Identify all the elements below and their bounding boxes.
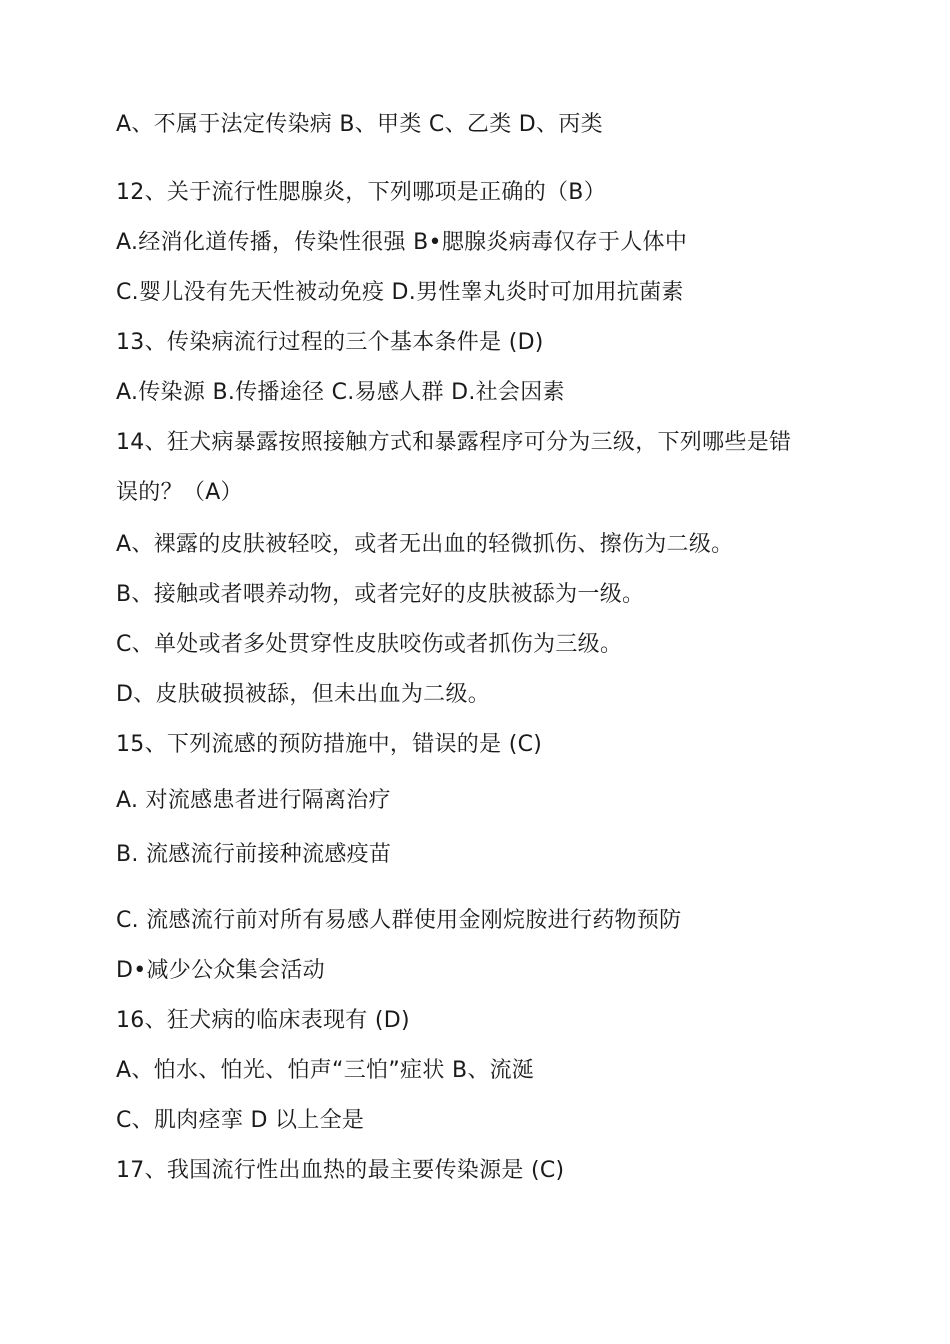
option-line: C. 流感流行前对所有易感人群使用金刚烷胺进行药物预防 [116,908,682,933]
option-line: A.经消化道传播，传染性很强 B•腮腺炎病毒仅存于人体中 [116,230,688,255]
option-line: A. 对流感患者进行隔离治疗 [116,788,391,813]
question-14-continued: 误的？（A） [116,480,243,505]
option-line: A、不属于法定传染病 B、甲类 C、乙类 D、丙类 [116,112,603,137]
option-line: D、皮肤破损被舔，但未出血为二级。 [116,682,491,707]
question-12: 12、关于流行性腮腺炎，下列哪项是正确的（B） [116,180,606,205]
option-line: C.婴儿没有先天性被动免疫 D.男性睾丸炎时可加用抗菌素 [116,280,684,305]
question-15: 15、下列流感的预防措施中，错误的是 (C) [116,732,543,757]
option-line: C、单处或者多处贯穿性皮肤咬伤或者抓伤为三级。 [116,632,623,657]
question-13: 13、传染病流行过程的三个基本条件是 (D) [116,330,544,355]
option-line: A.传染源 B.传播途径 C.易感人群 D.社会因素 [116,380,565,405]
option-line: B. 流感流行前接种流感疫苗 [116,842,392,867]
question-17: 17、我国流行性出血热的最主要传染源是 (C) [116,1158,565,1183]
option-line: D•减少公众集会活动 [116,958,325,983]
option-line: B、接触或者喂养动物，或者完好的皮肤被舔为一级。 [116,582,645,607]
option-line: A、裸露的皮肤被轻咬，或者无出血的轻微抓伤、擦伤为二级。 [116,532,734,557]
question-16: 16、狂犬病的临床表现有 (D) [116,1008,410,1033]
option-line: C、肌肉痉挛 D 以上全是 [116,1108,365,1133]
option-line: A、怕水、怕光、怕声“三怕”症状 B、流涎 [116,1058,535,1083]
question-14: 14、狂犬病暴露按照接触方式和暴露程序可分为三级，下列哪些是错 [116,430,792,455]
